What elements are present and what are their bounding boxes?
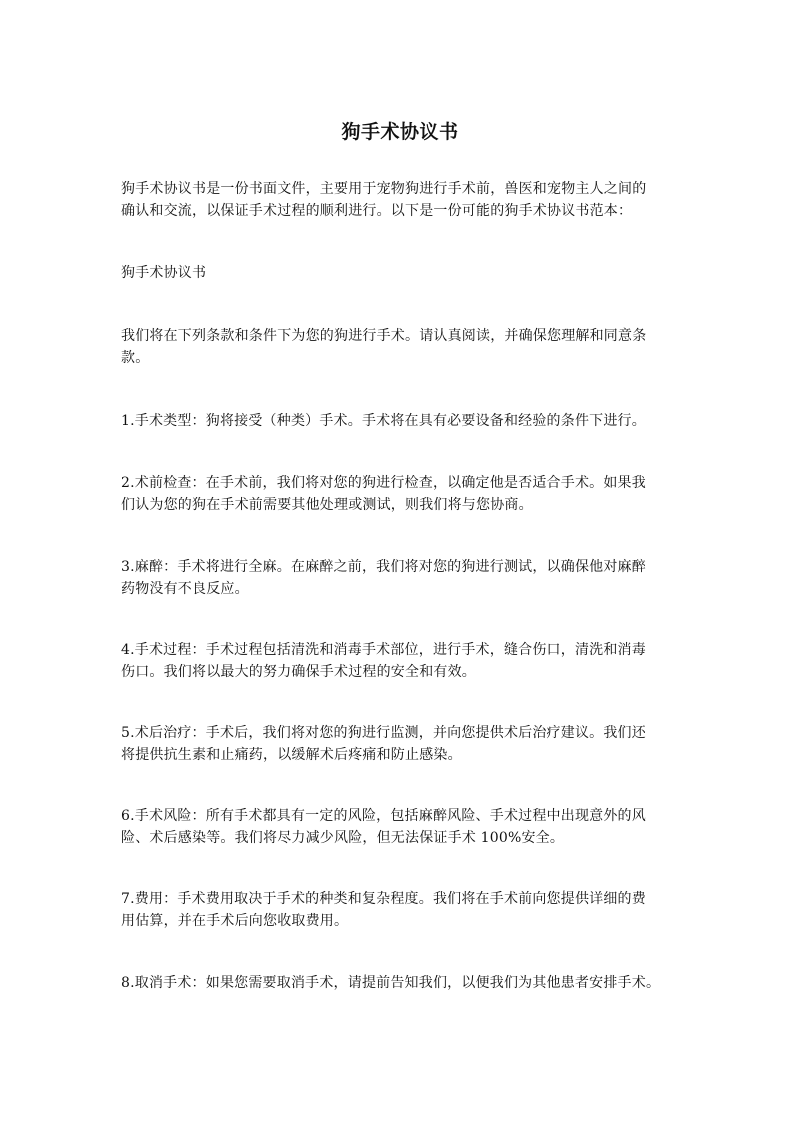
clause-line: 6.手术风险：所有手术都具有一定的风险，包括麻醉风险、手术过程中出现意外的风 (121, 808, 646, 824)
clause-cancellation (121, 972, 687, 994)
clause-line: 1.手术类型：狗将接受（种类）手术。手术将在具有必要设备和经验的条件下进行。 (121, 413, 646, 429)
clause-line: 险、术后感染等。我们将尽力减少风险，但无法保证手术 100%安全。 (121, 830, 565, 846)
subtitle (121, 262, 687, 284)
document-title: 狗手术协议书 (341, 121, 459, 143)
clause-line: 8.取消手术：如果您需要取消手术，请提前告知我们，以便我们为其他患者安排手术。 (121, 975, 661, 991)
clause-line: 用估算，并在手术后向您收取费用。 (121, 913, 349, 929)
clause-line: 2.术前检查：在手术前，我们将对您的狗进行检查，以确定他是否适合手术。如果我 (121, 475, 646, 491)
preamble-line: 款。 (121, 350, 150, 366)
clause-procedure (121, 639, 687, 683)
clause-pre-exam (121, 472, 687, 516)
clause-line: 们认为您的狗在手术前需要其他处理或测试，则我们将与您协商。 (121, 497, 533, 513)
clause-line: 3.麻醉：手术将进行全麻。在麻醉之前，我们将对您的狗进行测试，以确保他对麻醉 (121, 559, 646, 575)
intro-line: 狗手术协议书是一份书面文件，主要用于宠物狗进行手术前，兽医和宠物主人之间的 (121, 181, 647, 197)
clause-line: 药物没有不良反应。 (121, 581, 249, 597)
subtitle-text: 狗手术协议书 (121, 265, 207, 281)
clause-risks (121, 805, 687, 849)
clause-surgery-type (121, 410, 687, 432)
clause-line: 伤口。我们将以最大的努力确保手术过程的安全和有效。 (121, 664, 476, 680)
clause-anesthesia (121, 556, 687, 600)
clause-post-op (121, 722, 687, 766)
clause-fees (121, 888, 687, 932)
preamble-line: 我们将在下列条款和条件下为您的狗进行手术。请认真阅读，并确保您理解和同意条 (121, 328, 647, 344)
preamble-paragraph (121, 325, 687, 369)
intro-line: 确认和交流，以保证手术过程的顺利进行。以下是一份可能的狗手术协议书范本： (121, 203, 633, 219)
clause-line: 7.费用：手术费用取决于手术的种类和复杂程度。我们将在手术前向您提供详细的费 (121, 891, 646, 907)
clause-line: 将提供抗生素和止痛药，以缓解术后疼痛和防止感染。 (121, 747, 462, 763)
intro-paragraph (121, 178, 687, 222)
clause-line: 4.手术过程：手术过程包括清洗和消毒手术部位，进行手术，缝合伤口，清洗和消毒 (121, 642, 646, 658)
clause-line: 5.术后治疗：手术后，我们将对您的狗进行监测，并向您提供术后治疗建议。我们还 (121, 725, 646, 741)
